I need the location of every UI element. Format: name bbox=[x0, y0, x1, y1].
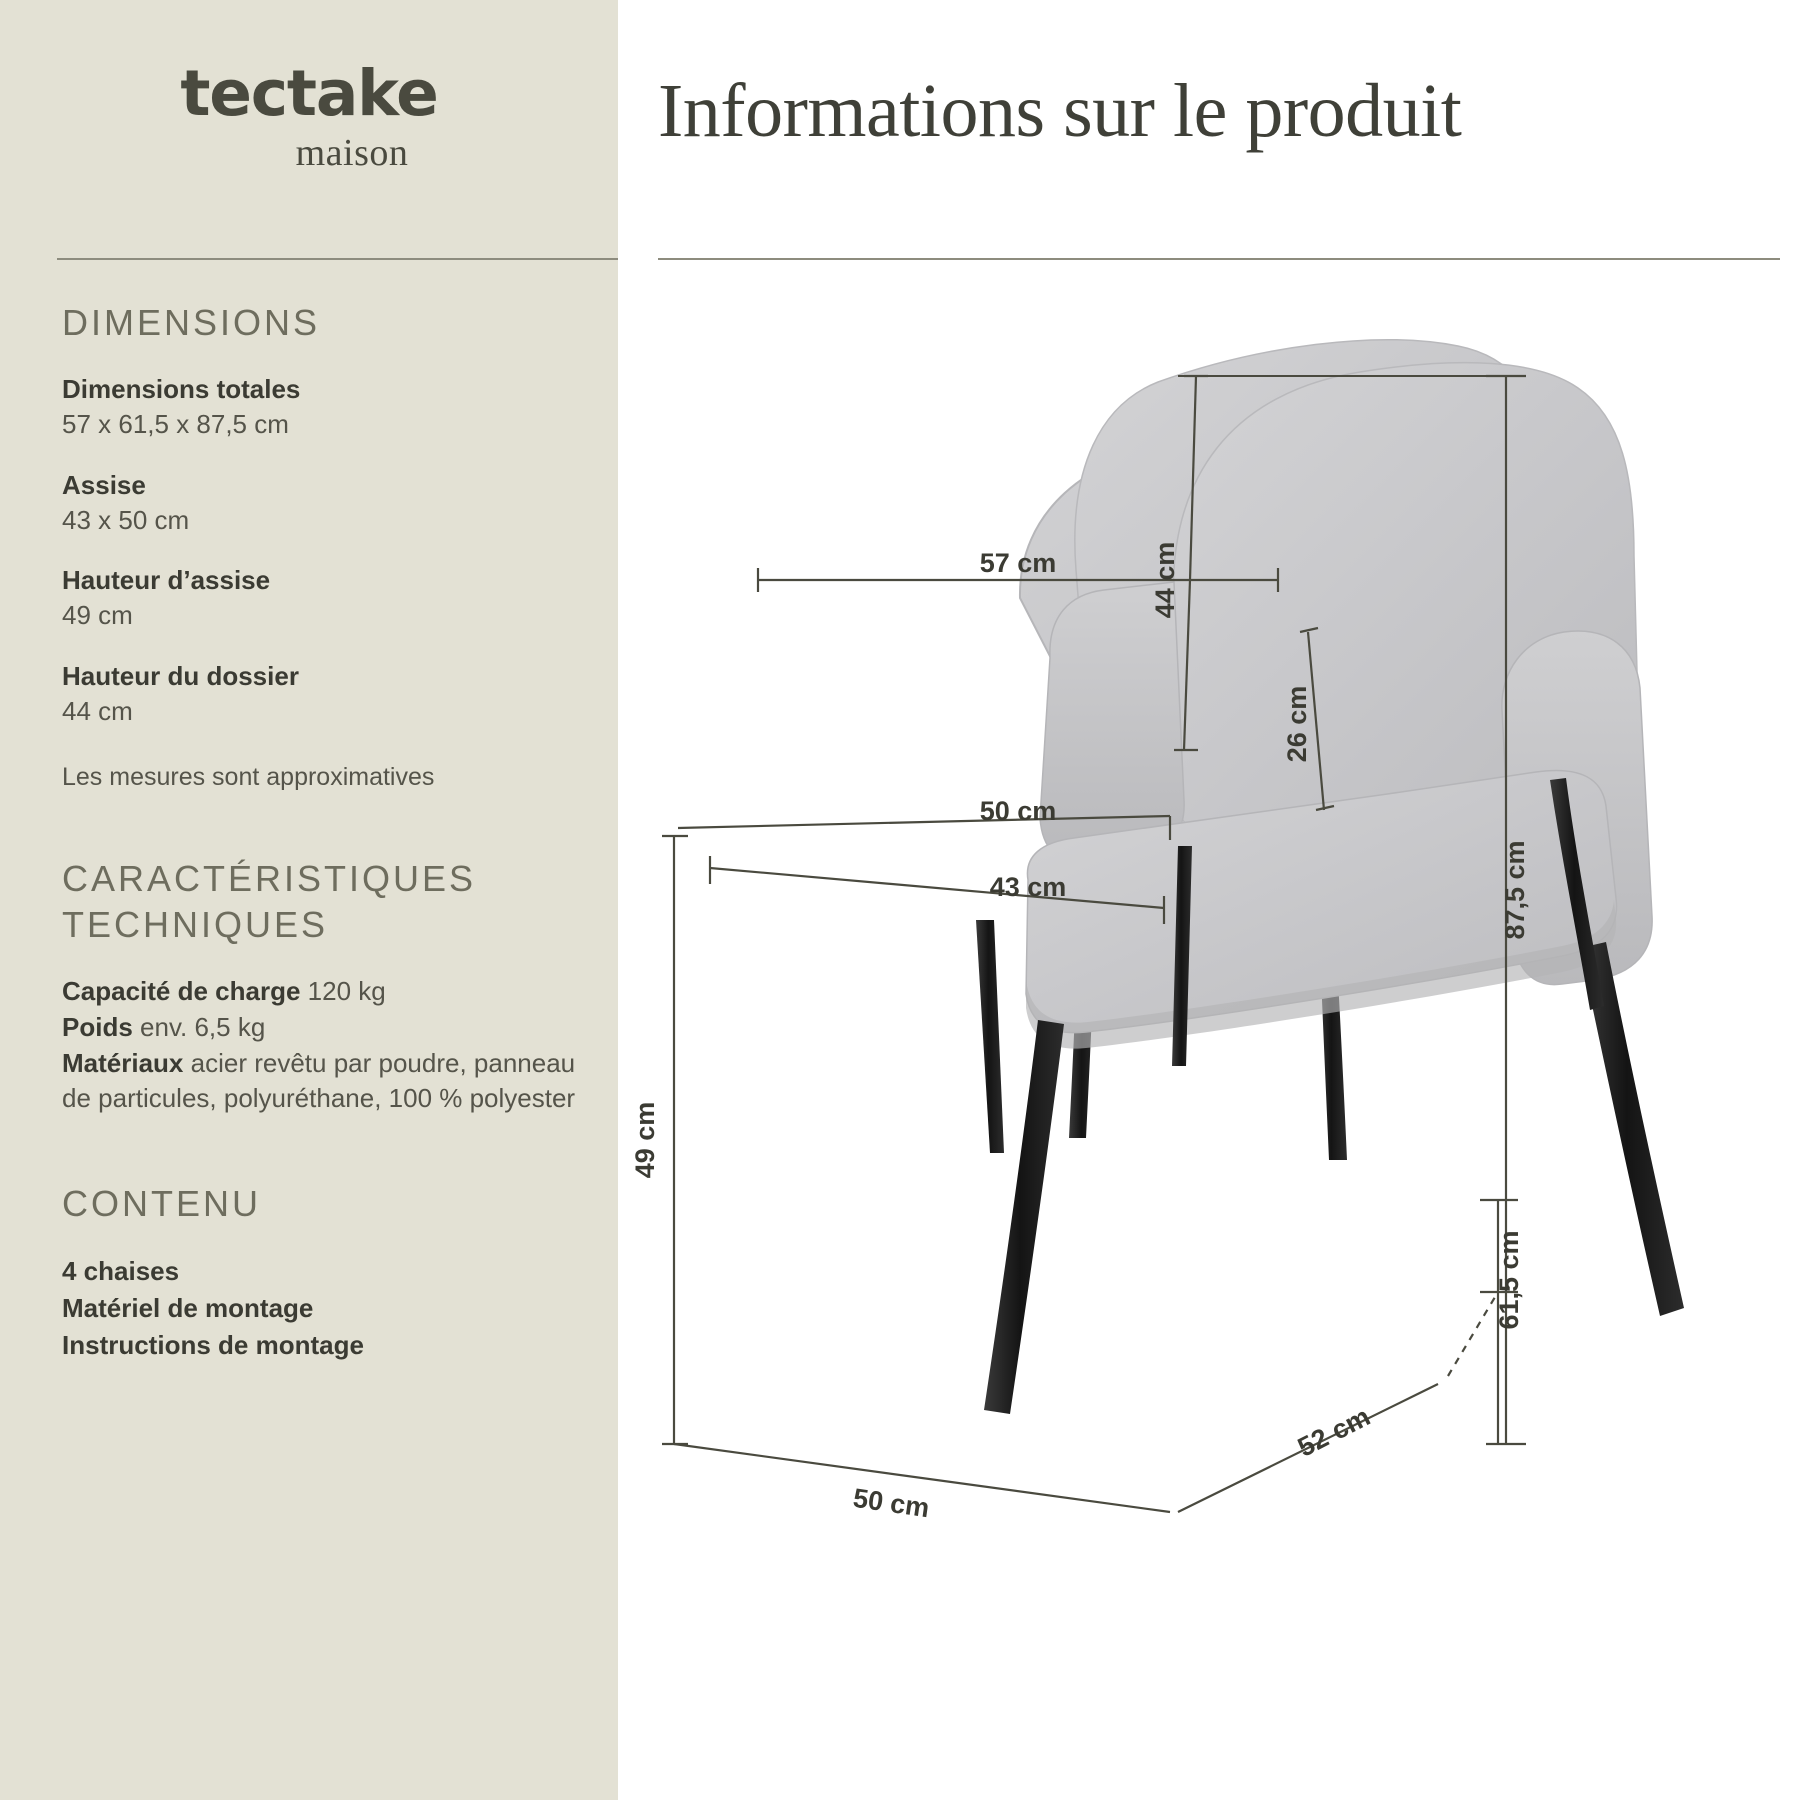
spec-value: env. 6,5 kg bbox=[140, 1011, 266, 1042]
brand-logo bbox=[0, 57, 618, 175]
section-title-line2: TECHNIQUES bbox=[62, 903, 329, 945]
dimension-item-backrest-height bbox=[62, 659, 582, 729]
dimension-label: Assise bbox=[62, 469, 146, 500]
spec-value: acier revêtu par poudre, panneau de particules, polyuréthane, 100 % polyester bbox=[62, 1047, 576, 1114]
dimension-label: Hauteur d’assise bbox=[62, 565, 271, 596]
spec-label: Poids bbox=[62, 1011, 133, 1042]
label-seat-depth: 50 cm bbox=[979, 796, 1057, 826]
label-back-height: 44 cm bbox=[1150, 541, 1180, 619]
dimension-label: Hauteur du dossier bbox=[62, 661, 299, 692]
dimension-value: 43 x 50 cm bbox=[62, 504, 190, 535]
label-foot-width: 50 cm bbox=[851, 1482, 932, 1524]
content-item: Matériel de montage bbox=[62, 1293, 314, 1324]
spec-weight bbox=[62, 1010, 582, 1046]
spec-label: Matériaux bbox=[62, 1047, 184, 1078]
chair-graphic bbox=[976, 340, 1684, 1414]
label-seat-height: 49 cm bbox=[630, 1101, 660, 1179]
section-title-line1: CARACTÉRISTIQUES bbox=[62, 857, 477, 899]
spec-label: Capacité de charge bbox=[62, 975, 301, 1006]
label-total-depth: 61,5 cm bbox=[1494, 1230, 1524, 1330]
header-divider bbox=[658, 258, 1780, 260]
section-title-dimensions: DIMENSIONS bbox=[62, 302, 321, 343]
sidebar-divider bbox=[57, 258, 618, 260]
section-title-contents: CONTENU bbox=[62, 1183, 261, 1225]
dimension-value: 57 x 61,5 x 87,5 cm bbox=[62, 408, 289, 439]
spec-value: 120 kg bbox=[307, 975, 386, 1006]
brand-name: tectake bbox=[180, 57, 438, 130]
label-seat-width: 43 cm bbox=[989, 872, 1067, 902]
dimension-value: 44 cm bbox=[62, 695, 133, 726]
dimension-label: Dimensions totales bbox=[62, 374, 301, 405]
dimension-item-seat-height bbox=[62, 563, 582, 633]
dimension-item-total bbox=[62, 372, 582, 442]
content-item: Instructions de montage bbox=[62, 1330, 364, 1361]
brand-subname: maison bbox=[295, 132, 409, 174]
sidebar-content bbox=[62, 300, 582, 1364]
dimension-item-seat bbox=[62, 468, 582, 538]
page-title: Informations sur le produit bbox=[658, 69, 1462, 153]
content-item: 4 chaises bbox=[62, 1256, 180, 1287]
label-arm-height: 26 cm bbox=[1282, 685, 1312, 763]
label-total-height: 87,5 cm bbox=[1500, 840, 1530, 940]
spec-materials bbox=[62, 1046, 582, 1118]
spec-load-capacity bbox=[62, 974, 582, 1010]
product-illustration bbox=[618, 280, 1800, 1740]
label-foot-depth: 52 cm bbox=[1292, 1401, 1375, 1463]
main-panel bbox=[618, 0, 1800, 1800]
section-title-technical bbox=[62, 856, 582, 948]
sidebar bbox=[0, 0, 618, 1800]
dimension-value: 49 cm bbox=[62, 600, 133, 631]
dimensions-note: Les mesures sont approximatives bbox=[62, 762, 435, 791]
label-back-width: 57 cm bbox=[979, 548, 1057, 578]
